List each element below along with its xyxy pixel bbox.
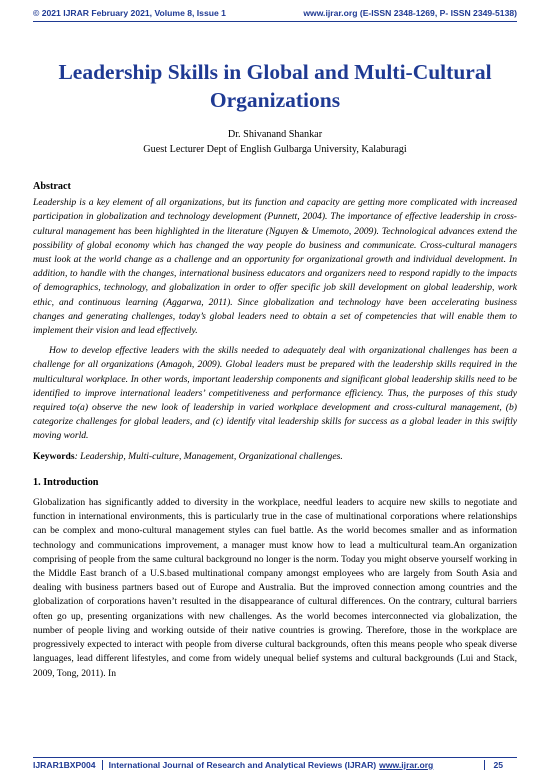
abstract-heading: Abstract xyxy=(33,181,71,192)
author-affiliation: Guest Lecturer Dept of English Gulbarga University, Kalaburagi xyxy=(143,143,407,155)
header-right: www.ijrar.org (E-ISSN 2348-1269, P- ISSN 2349-5138) xyxy=(303,8,517,18)
paper-title: Leadership Skills in Global and Multi-Cultural Organizations xyxy=(58,60,492,112)
introduction-heading: 1. Introduction xyxy=(33,476,99,488)
footer-paper-id: IJRAR1BXP004 xyxy=(33,760,96,770)
keywords-line xyxy=(33,450,517,464)
footer-journal: International Journal of Research and Analytical Reviews (IJRAR) xyxy=(108,760,377,770)
footer-divider xyxy=(102,760,103,770)
author-name: Dr. Shivanand Shankar xyxy=(227,129,323,140)
introduction-paragraph: Globalization has significantly added to diversity in the workplace, needful leaders to acquire new skills to negotiate and function in international environments, this is particularly true in the case of multinational corporations where relationships can be complex and mono-cultural management styles can fuel battle. As the world becomes smaller and as information technology and communications improvement, a manager must know how to lead a multicultural team.An organization comprising of people from the same cultural background no longer is the norm. Today you might observe yourself working in the Middle East branch of a U.S.based multinational company amongst employees who are largely from South Asia and dealing with business partners based out of Europe and Australia. But the improved connection among countries and the globalization of corporations haven’t resulted in the disappearance of cultural differences. On the contrary, cultural barriers often go up, presenting organizations with new challenges. As the world becomes interconnected via globalization, the number of people living and working outside of their native countries is growing. Therefore, those in the workplace are progressively expected to interact with people from diverse cultural backgrounds, often this means people who speak diverse languages, lead different lifestyles, and come from widely unequal belief systems and cultural backgrounds (Lui and Stack, 2009, Tong, 2011). In xyxy=(33,497,517,679)
header-left: © 2021 IJRAR February 2021, Volume 8, Issue 1 xyxy=(33,8,226,18)
keywords-label: Keywords xyxy=(33,450,75,462)
page-header xyxy=(33,8,517,22)
page-footer xyxy=(33,757,517,770)
footer-page-number: 25 xyxy=(484,760,517,770)
abstract-paragraph-1: Leadership is a key element of all organizations, but its function and capacity are getting more complicated with increased participation in globalization and technology development (Punnett, 2004). The importance of effective leadership in cross-cultural management has been highlighted in the literature (Nguyen & Umemoto, 2009). Technological advances extend the possibility of global economy which has changed the way people do business and communicate. Cross-cultural managers must look at the world change as a challenge and an opportunity for organizational growth and individual development. In addition, to handle with the changes, international business educators and organizers need to respond rapidly to the impacts of demographics, technology, and globalization in order to offer specific job skill development on global leadership, work ethic, and continuous learning (Aggarwa, 2011). Since globalization and technology have been accelerating business changes and generating challenges, today’s global leaders need to obtain a set of competencies that will enable them to implement their vision and lead effectively. xyxy=(33,197,517,337)
keywords-text: : Leadership, Multi-culture, Management, Organizational challenges. xyxy=(74,450,343,462)
abstract-paragraph-2: How to develop effective leaders with the skills needed to adequately deal with organizational challenges has been a challenge for all organizations (Amagoh, 2009). Global leaders must be prepared with the leadership skills required in the multicultural workplace. In other words, important leadership components and significant global leadership skills need to be identified to improve international leaders’ competitiveness and performance efficiency. Thus, the purposes of this study required to(a) observe the new look of leadership in varied workplace development and cross-cultural management, (b) categorize challenges for global leaders, and (c) identify vital leadership skills for success as a global leader in this swiftly moving world. xyxy=(33,345,517,442)
footer-url-link[interactable]: www.ijrar.org xyxy=(379,760,434,770)
paper-body xyxy=(33,180,517,681)
author-block xyxy=(33,128,517,157)
